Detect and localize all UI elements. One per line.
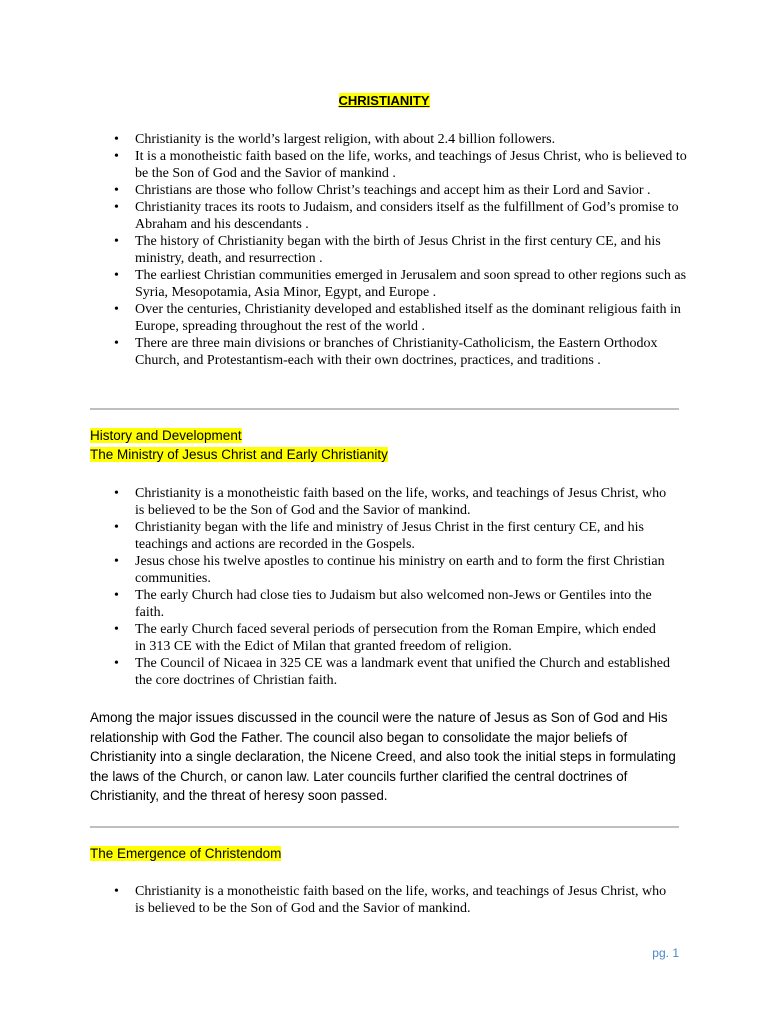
page-number: pg. 1 <box>652 946 679 960</box>
list-item: • Jesus chose his twelve apostles to continue his ministry on earth and to form the first Christian communities. <box>90 553 670 587</box>
list-item: • The early Church had close ties to Judaism but also welcomed non-Jews or Gentiles into the faith. <box>90 587 670 621</box>
section-heading-history: History and Development <box>90 428 242 443</box>
list-item: • Over the centuries, Christianity developed and established itself as the dominant religious faith in Europe, spreading throughout the rest of the world . <box>90 301 690 335</box>
list-item: • Christianity is a monotheistic faith based on the life, works, and teachings of Jesus Christ, who is believed to be the Son of God and the Savior of mankind. <box>90 485 670 519</box>
horizontal-divider <box>90 408 679 410</box>
ministry-bullet-list <box>90 485 670 689</box>
list-item: • Christianity is a monotheistic faith based on the life, works, and teachings of Jesus Christ, who is believed to be the Son of God and the Savior of mankind. <box>90 883 670 917</box>
horizontal-divider <box>90 826 679 828</box>
list-item: • Christianity began with the life and ministry of Jesus Christ in the first century CE, and his teachings and actions are recorded in the Gospels. <box>90 519 670 553</box>
list-item: • It is a monotheistic faith based on the life, works, and teachings of Jesus Christ, who is believed to be the Son of God and the Savior of mankind . <box>90 148 690 182</box>
list-item: • Christianity is the world’s largest religion, with about 2.4 billion followers. <box>90 131 690 148</box>
document-title: CHRISTIANITY <box>338 93 430 108</box>
list-item: • The Council of Nicaea in 325 CE was a landmark event that unified the Church and established the core doctrines of Christian faith. <box>90 655 670 689</box>
christendom-bullet-list <box>90 883 670 917</box>
list-item: • There are three main divisions or branches of Christianity-Catholicism, the Eastern Orthodox Church, and Protestantism-each with their own doctrines, practices, and traditions . <box>90 335 690 369</box>
list-item: • The history of Christianity began with the birth of Jesus Christ in the first century CE, and his ministry, death, and resurrection . <box>90 233 690 267</box>
list-item: • The earliest Christian communities emerged in Jerusalem and soon spread to other regions such as Syria, Mesopotamia, Asia Minor, Egypt, and Europe . <box>90 267 690 301</box>
section-subheading-ministry: The Ministry of Jesus Christ and Early Christianity <box>90 447 388 462</box>
council-paragraph: Among the major issues discussed in the council were the nature of Jesus as Son of God and His relationship with God the Father. The council also began to consolidate the major beliefs of Christianity into a single declaration, the Nicene Creed, and also took the initial steps in formulating the laws of the Church, or canon law. Later councils further clarified the central doctrines of Christianity, and the threat of heresy soon passed. <box>90 710 676 804</box>
list-item: • Christians are those who follow Christ’s teachings and accept him as their Lord and Savior . <box>90 182 690 199</box>
section-heading-christendom: The Emergence of Christendom <box>90 846 282 861</box>
intro-bullet-list <box>90 131 690 369</box>
list-item: • Christianity traces its roots to Judaism, and considers itself as the fulfillment of God’s promise to Abraham and his descendants . <box>90 199 690 233</box>
list-item: • The early Church faced several periods of persecution from the Roman Empire, which ended in 313 CE with the Edict of Milan that granted freedom of religion. <box>90 621 670 655</box>
